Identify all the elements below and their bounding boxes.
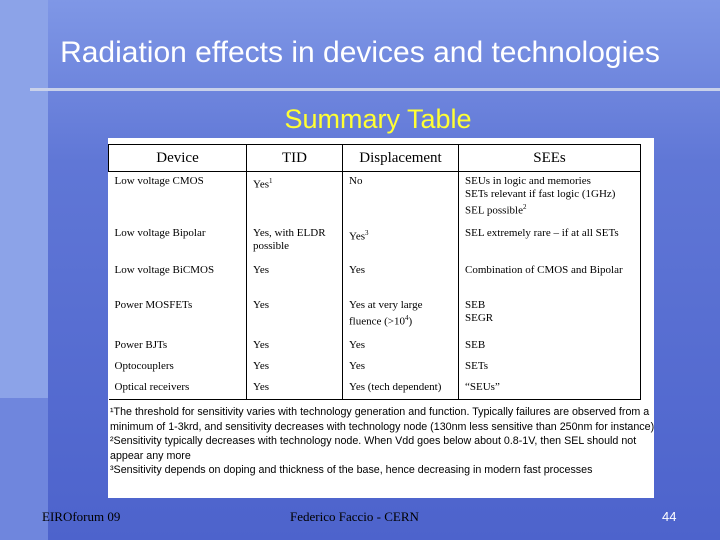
title-divider (30, 88, 720, 91)
table-row (109, 296, 641, 336)
cell-text: SEB (465, 338, 486, 351)
cell-tid (247, 172, 343, 224)
footnote-ref: 1 (269, 177, 273, 185)
table-body (109, 172, 641, 400)
table-row (109, 172, 641, 224)
cell-text: Yes at very large fluence (>10 (349, 298, 423, 328)
cell-text: SEL extremely rare – if at all SETs (465, 226, 619, 239)
cell-text: Yes (349, 263, 366, 276)
sees-line (465, 188, 636, 201)
summary-table (108, 144, 641, 400)
slide-number: 44 (662, 509, 677, 524)
table-row (109, 357, 641, 378)
cell-text: Yes (253, 380, 270, 393)
cell-text: Low voltage BiCMOS (114, 263, 215, 276)
sees-line (465, 227, 636, 240)
cell-sees (459, 336, 641, 357)
cell-text: Yes (349, 359, 366, 372)
cell-device (109, 261, 247, 296)
cell-device (109, 378, 247, 400)
footer-author: Federico Faccio - CERN (290, 509, 419, 524)
sees-line (465, 264, 636, 277)
header-sees: SEEs (459, 145, 641, 172)
cell-device (109, 336, 247, 357)
cell-sees (459, 378, 641, 400)
cell-text: SETs (465, 359, 489, 372)
cell-text: Combination of CMOS and Bipolar (465, 263, 623, 276)
table-row (109, 336, 641, 357)
cell-text: Optical receivers (114, 380, 190, 393)
cell-tid (247, 224, 343, 261)
cell-displacement (343, 172, 459, 224)
cell-device (109, 357, 247, 378)
cell-text: “SEUs” (465, 380, 500, 393)
cell-tid (247, 378, 343, 400)
table-row (109, 224, 641, 261)
cell-text: Yes (349, 230, 366, 243)
cell-displacement (343, 357, 459, 378)
cell-text: SETs relevant if fast logic (1GHz) (465, 188, 616, 200)
footnote-ref: 2 (522, 203, 527, 211)
cell-tid (247, 357, 343, 378)
cell-text: Yes (tech dependent) (349, 380, 442, 393)
cell-text: Yes (349, 338, 366, 351)
cell-sees (459, 357, 641, 378)
slide-title: Radiation effects in devices and technologies (60, 36, 660, 69)
left-accent-band-lower (0, 398, 48, 540)
cell-text: Yes (253, 298, 270, 311)
cell-displacement (343, 336, 459, 357)
cell-text: Low voltage CMOS (114, 175, 204, 187)
header-tid: TID (247, 145, 343, 172)
cell-device (109, 224, 247, 261)
cell-text: Low voltage Bipolar (114, 226, 206, 239)
cell-text: Yes, with ELDR possible (253, 226, 326, 252)
header-displacement: Displacement (343, 145, 459, 172)
cell-text: No (349, 175, 363, 187)
cell-tid (247, 296, 343, 336)
cell-text: SEGR (465, 311, 494, 324)
footnote-1: ¹The threshold for sensitivity varies with technology generation and function. Typically failures are observed from a minimum of 1-3krd, and sensitivity decreases with technology node (130nm less sensitive than 250nm for instance) (110, 406, 655, 433)
cell-text: Yes (253, 263, 270, 276)
sees-line (465, 312, 636, 325)
sees-line (465, 175, 636, 188)
cell-sees (459, 261, 641, 296)
cell-tid (247, 336, 343, 357)
cell-text: Yes (253, 178, 270, 191)
table-header-row (109, 145, 641, 172)
cell-sees (459, 224, 641, 261)
cell-sees (459, 172, 641, 224)
cell-text: Yes (253, 338, 270, 351)
cell-device (109, 172, 247, 224)
footnote-ref: 3 (365, 228, 369, 237)
footnotes (110, 405, 656, 478)
footnote-ref: 4 (404, 313, 409, 322)
footnote-2: ²Sensitivity typically decreases with technology node. When Vdd goes below about 0.8-1V, then SEL should not appear any more (110, 435, 637, 462)
cell-text: ) (408, 315, 413, 328)
sees-line (465, 360, 636, 373)
cell-text: Power MOSFETs (114, 298, 193, 311)
footnote-3: ³Sensitivity depends on doping and thickness of the base, hence decreasing in modern fast processes (110, 464, 593, 476)
table-row (109, 378, 641, 400)
cell-text: Optocouplers (114, 359, 174, 372)
cell-displacement (343, 261, 459, 296)
header-device: Device (109, 145, 247, 172)
cell-tid (247, 261, 343, 296)
cell-displacement (343, 296, 459, 336)
table-row (109, 261, 641, 296)
cell-sees (459, 296, 641, 336)
sees-line (465, 339, 636, 352)
sees-line (465, 299, 636, 312)
cell-text: Yes (253, 359, 270, 372)
cell-text: Power BJTs (114, 338, 168, 351)
cell-displacement (343, 224, 459, 261)
sees-line (465, 201, 636, 218)
cell-device (109, 296, 247, 336)
cell-displacement (343, 378, 459, 400)
cell-text: SEUs in logic and memories (465, 175, 591, 187)
cell-text: SEL possible (465, 204, 523, 217)
cell-text: SEB (465, 298, 486, 311)
footer-event: EIROforum 09 (42, 509, 121, 524)
sees-line (465, 381, 636, 394)
slide-subtitle: Summary Table (284, 104, 472, 134)
